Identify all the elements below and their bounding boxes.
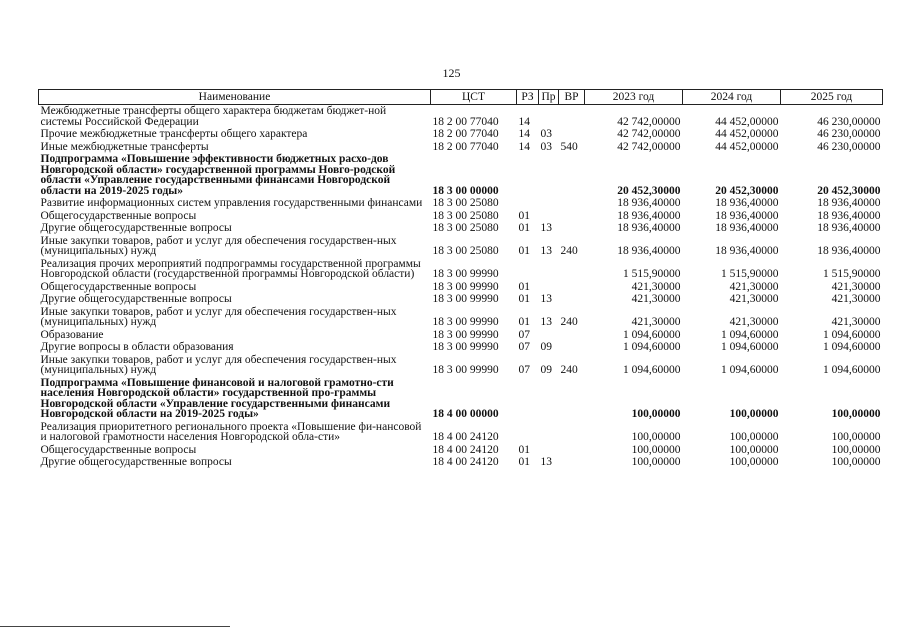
- row-cst-cell: 18 4 00 00000: [432, 408, 499, 420]
- row-vr-cell: [559, 444, 585, 457]
- row-2024-cell: 100,00000: [729, 456, 779, 468]
- table-row: [39, 444, 883, 457]
- row-name-cell: Подпрограмма «Повышение финансовой и налоговой грамотно-сти населения Новгородской области» государственной про-граммы Новгородской области «Управление государственными финансами Новгородской области на 2019-2025 годы»: [40, 376, 394, 420]
- table-row: [39, 456, 883, 469]
- row-pr-cell: [539, 421, 559, 444]
- row-2024-cell: 20 452,30000: [715, 184, 779, 197]
- row-2025-cell: 18 936,40000: [817, 245, 881, 257]
- row-2023-cell: 1 515,90000: [623, 268, 681, 280]
- table-row: [39, 341, 883, 354]
- row-rz-cell: 01: [518, 456, 530, 468]
- table-row: [39, 329, 883, 342]
- row-name-cell: Образование: [40, 328, 104, 341]
- row-2025-cell: 1 094,60000: [823, 364, 881, 376]
- row-rz-cell: [517, 377, 539, 421]
- table-row: [39, 421, 883, 444]
- row-2025-cell: 100,00000: [831, 456, 881, 468]
- row-cst-cell: 18 2 00 77040: [432, 128, 499, 140]
- row-2024-cell: 100,00000: [729, 443, 779, 456]
- row-pr-cell: [539, 258, 559, 281]
- table-row: [39, 197, 883, 210]
- row-cst-cell: 18 3 00 25080: [432, 209, 499, 222]
- row-rz-cell: 01: [518, 293, 530, 305]
- row-rz-cell: 01: [518, 443, 530, 456]
- row-vr-cell: [559, 222, 585, 235]
- row-vr-cell: [559, 329, 585, 342]
- row-vr-cell: [559, 153, 585, 197]
- row-pr-cell: [539, 329, 559, 342]
- row-cst-cell: 18 3 00 00000: [432, 184, 499, 197]
- row-2023-cell: 20 452,30000: [617, 184, 681, 197]
- row-rz-cell: 07: [518, 364, 530, 376]
- row-cst-cell: 18 4 00 24120: [432, 456, 499, 468]
- row-cst-cell: 18 3 00 25080: [432, 222, 499, 234]
- row-cst-cell: 18 3 00 99990: [432, 341, 499, 353]
- table-row: [39, 210, 883, 223]
- row-2025-cell: 100,00000: [831, 408, 881, 420]
- row-2024-cell: 421,30000: [729, 316, 779, 328]
- row-2025-cell: 18 936,40000: [817, 197, 881, 209]
- row-rz-cell: 14: [518, 128, 530, 140]
- row-2025-cell: 100,00000: [831, 431, 881, 443]
- row-2024-cell: 18 936,40000: [715, 245, 779, 257]
- row-name-cell: Иные закупки товаров, работ и услуг для обеспечения государствен-ных (муниципальных) нужд: [40, 353, 397, 376]
- row-rz-cell: 14: [518, 140, 530, 153]
- row-name-cell: Развитие информационных систем управления государственными финансами: [40, 197, 423, 209]
- row-2024-cell: 1 515,90000: [721, 268, 779, 280]
- header-rz: РЗ: [517, 90, 539, 105]
- row-2024-cell: 18 936,40000: [715, 197, 779, 209]
- row-name-cell: Реализация прочих мероприятий подпрограммы государственной программы Новгородской области (государственной программы Новгородской области): [40, 257, 421, 280]
- row-2025-cell: 1 094,60000: [823, 341, 881, 353]
- row-pr-cell: 03: [540, 128, 552, 140]
- row-pr-cell: 09: [540, 364, 552, 376]
- row-rz-cell: 07: [518, 328, 530, 341]
- row-name-cell: Прочие межбюджетные трансферты общего характера: [40, 128, 308, 140]
- row-2023-cell: 100,00000: [631, 431, 681, 443]
- row-2025-cell: 18 936,40000: [817, 222, 881, 234]
- row-2025-cell: 421,30000: [831, 293, 881, 305]
- row-rz-cell: 14: [518, 115, 530, 128]
- table-header-row: [39, 90, 883, 105]
- table-row: [39, 293, 883, 306]
- row-rz-cell: 01: [518, 316, 530, 328]
- table-row: [39, 141, 883, 154]
- header-pr: Пр: [539, 90, 559, 105]
- table-row: [39, 306, 883, 329]
- row-cst-cell: 18 3 00 25080: [432, 245, 499, 257]
- row-cst-cell: 18 3 00 25080: [432, 197, 499, 209]
- row-2025-cell: 46 230,00000: [817, 140, 881, 153]
- row-2023-cell: 100,00000: [631, 408, 681, 420]
- row-2023-cell: 421,30000: [631, 293, 681, 305]
- row-vr-cell: [559, 456, 585, 469]
- row-pr-cell: [539, 197, 559, 210]
- row-vr-cell: [559, 105, 585, 129]
- row-pr-cell: [539, 281, 559, 294]
- row-2024-cell: 44 452,00000: [715, 140, 779, 153]
- row-pr-cell: [539, 377, 559, 421]
- row-vr-cell: 240: [560, 364, 578, 376]
- row-pr-cell: 13: [540, 245, 552, 257]
- row-pr-cell: 13: [540, 293, 552, 305]
- row-vr-cell: 540: [560, 140, 578, 153]
- row-2023-cell: 421,30000: [631, 316, 681, 328]
- header-2025: 2025 год: [781, 90, 883, 105]
- row-cst-cell: 18 2 00 77040: [432, 115, 499, 128]
- row-vr-cell: [559, 421, 585, 444]
- row-2024-cell: 44 452,00000: [715, 128, 779, 140]
- row-pr-cell: 13: [540, 222, 552, 234]
- row-rz-cell: 01: [518, 245, 530, 257]
- header-2024: 2024 год: [683, 90, 781, 105]
- row-2024-cell: 421,30000: [729, 293, 779, 305]
- table-row: [39, 258, 883, 281]
- row-vr-cell: [559, 341, 585, 354]
- row-rz-cell: [517, 421, 539, 444]
- row-rz-cell: [517, 258, 539, 281]
- row-2023-cell: 421,30000: [631, 280, 681, 293]
- row-2024-cell: 1 094,60000: [721, 364, 779, 376]
- row-vr-cell: 240: [560, 245, 578, 257]
- row-name-cell: Иные закупки товаров, работ и услуг для обеспечения государствен-ных (муниципальных) нужд: [40, 305, 397, 328]
- row-name-cell: Общегосударственные вопросы: [40, 443, 197, 456]
- row-pr-cell: [539, 444, 559, 457]
- row-pr-cell: 09: [540, 341, 552, 353]
- row-2024-cell: 100,00000: [729, 408, 779, 420]
- table-row: [39, 105, 883, 129]
- row-2025-cell: 46 230,00000: [817, 128, 881, 140]
- row-vr-cell: [559, 281, 585, 294]
- row-vr-cell: 240: [560, 316, 578, 328]
- row-rz-cell: [517, 197, 539, 210]
- row-cst-cell: 18 3 00 99990: [432, 293, 499, 305]
- header-cst: ЦСТ: [431, 90, 517, 105]
- row-name-cell: Подпрограмма «Повышение эффективности бюджетных расхо-дов Новгородской области» государственной программы Новго-родской области «Управление государственными финансами Новгородской области на 2019-2025 годы»: [40, 153, 396, 197]
- row-2025-cell: 20 452,30000: [817, 184, 881, 197]
- row-pr-cell: 13: [540, 456, 552, 468]
- header-name: Наименование: [39, 90, 431, 105]
- row-2025-cell: 421,30000: [831, 280, 881, 293]
- row-rz-cell: [517, 153, 539, 197]
- row-2024-cell: 18 936,40000: [715, 222, 779, 234]
- row-2023-cell: 1 094,60000: [623, 364, 681, 376]
- row-cst-cell: 18 3 00 99990: [432, 364, 499, 376]
- row-2024-cell: 18 936,40000: [715, 209, 779, 222]
- row-cst-cell: 18 4 00 24120: [432, 431, 499, 443]
- row-2025-cell: 100,00000: [831, 443, 881, 456]
- row-2025-cell: 421,30000: [831, 316, 881, 328]
- row-name-cell: Иные межбюджетные трансферты: [40, 140, 209, 153]
- row-2023-cell: 1 094,60000: [623, 328, 681, 341]
- header-2023: 2023 год: [585, 90, 683, 105]
- row-cst-cell: 18 4 00 24120: [432, 443, 499, 456]
- row-2023-cell: 100,00000: [631, 443, 681, 456]
- row-cst-cell: 18 3 00 99990: [432, 268, 499, 280]
- row-vr-cell: [559, 377, 585, 421]
- row-2025-cell: 1 094,60000: [823, 328, 881, 341]
- row-2024-cell: 421,30000: [729, 280, 779, 293]
- row-name-cell: Общегосударственные вопросы: [40, 209, 197, 222]
- table-row-subprogram: [39, 377, 883, 421]
- budget-table: [38, 89, 883, 469]
- row-name-cell: Другие общегосударственные вопросы: [40, 222, 232, 234]
- row-2023-cell: 42 742,00000: [617, 140, 681, 153]
- row-2024-cell: 1 094,60000: [721, 341, 779, 353]
- row-cst-cell: 18 3 00 99990: [432, 280, 499, 293]
- row-2023-cell: 18 936,40000: [617, 197, 681, 209]
- page-number: 125: [442, 66, 461, 80]
- row-rz-cell: 01: [518, 209, 530, 222]
- row-2023-cell: 18 936,40000: [617, 245, 681, 257]
- row-vr-cell: [559, 258, 585, 281]
- row-2024-cell: 1 094,60000: [721, 328, 779, 341]
- row-name-cell: Реализация приоритетного регионального проекта «Повышение фи-нансовой и налоговой грамотности населения Новгородской обла-сти»: [40, 420, 422, 443]
- table-row: [39, 281, 883, 294]
- table-body: [39, 105, 883, 469]
- row-vr-cell: [559, 128, 585, 141]
- row-2023-cell: 1 094,60000: [623, 341, 681, 353]
- row-2025-cell: 18 936,40000: [817, 209, 881, 222]
- row-vr-cell: [559, 293, 585, 306]
- row-name-cell: Межбюджетные трансферты общего характера бюджетам бюджет-ной системы Российской Федерации: [40, 105, 387, 128]
- row-pr-cell: [539, 153, 559, 197]
- table-row: [39, 128, 883, 141]
- table-row-subprogram: [39, 153, 883, 197]
- row-pr-cell: 13: [540, 316, 552, 328]
- row-2024-cell: 44 452,00000: [715, 115, 779, 128]
- row-2023-cell: 18 936,40000: [617, 222, 681, 234]
- row-vr-cell: [559, 210, 585, 223]
- row-name-cell: Другие общегосударственные вопросы: [40, 293, 232, 305]
- row-pr-cell: 03: [540, 140, 552, 153]
- row-pr-cell: [539, 210, 559, 223]
- row-cst-cell: 18 3 00 99990: [432, 328, 499, 341]
- header-vr: ВР: [559, 90, 585, 105]
- row-name-cell: Другие общегосударственные вопросы: [40, 456, 232, 468]
- table-row: [39, 222, 883, 235]
- row-2025-cell: 1 515,90000: [823, 268, 881, 280]
- row-vr-cell: [559, 197, 585, 210]
- row-2023-cell: 18 936,40000: [617, 209, 681, 222]
- row-2025-cell: 46 230,00000: [817, 115, 881, 128]
- row-cst-cell: 18 2 00 77040: [432, 140, 499, 153]
- row-2023-cell: 42 742,00000: [617, 128, 681, 140]
- row-rz-cell: 01: [518, 222, 530, 234]
- row-name-cell: Другие вопросы в области образования: [40, 341, 234, 353]
- row-name-cell: Иные закупки товаров, работ и услуг для обеспечения государствен-ных (муниципальных) нужд: [40, 234, 397, 257]
- row-2023-cell: 100,00000: [631, 456, 681, 468]
- row-rz-cell: 01: [518, 280, 530, 293]
- row-pr-cell: [539, 105, 559, 129]
- table-row: [39, 354, 883, 377]
- row-name-cell: Общегосударственные вопросы: [40, 280, 197, 293]
- row-2024-cell: 100,00000: [729, 431, 779, 443]
- row-2023-cell: 42 742,00000: [617, 115, 681, 128]
- footnote-divider: [0, 626, 230, 627]
- row-cst-cell: 18 3 00 99990: [432, 316, 499, 328]
- table-row: [39, 235, 883, 258]
- row-rz-cell: 07: [518, 341, 530, 353]
